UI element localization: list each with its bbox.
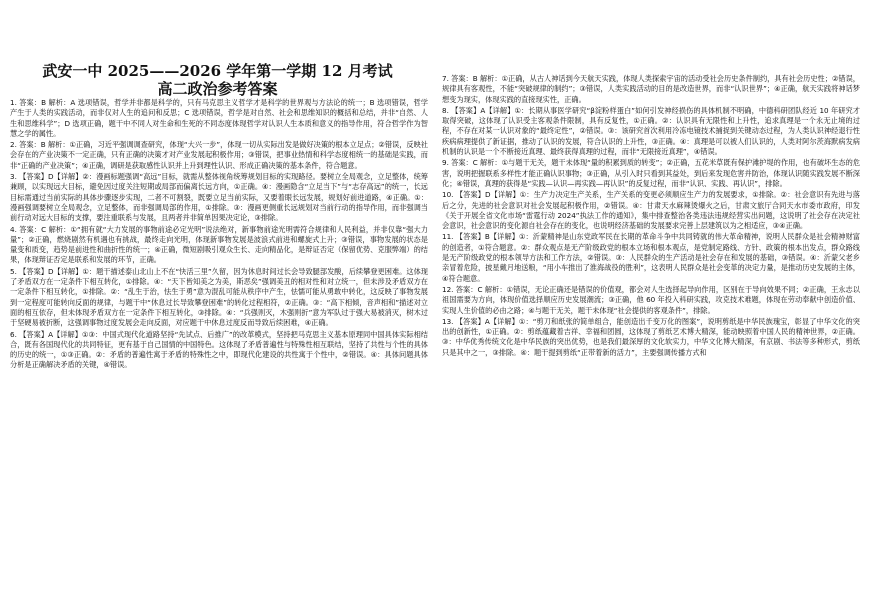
answer-7: 7. 答案：B 解析：①正确，从古人神话到今天航天实践，体现人类探索宇宙的活动受社会历史条件制约，具有社会历史性；②错误，规律具有客观性，不能“突破规律的制约”；③错误，人类实践活动的目的是改造世界，而非“认识世界”；④正确，航天实践将神话梦想变为现实，体现实践的直接现实性，正确。 [442,74,860,104]
answer-10: 10. 【答案】D【详解】①：生产力决定生产关系，生产关系的变更必须顺应生产力的发展要求，①排除。②：社会意识有先进与落后之分，先进的社会意识对社会发展起积极作用，②错误。④：甘肃天水麻辣烫爆火之后，甘肃文旅厅合同天水市委市政府，印发《关于开展全省文化市场“雷霆行动 2024”执法工作的通知》，集中排查整治各类违法违规经营实出问题，这说明了社会存在决定社会意识，社会意识的变化源自社会存在的变化，也说明经济基础的发展要求完善上层建筑以为之相适应，③④正确。 [442,190,860,231]
answer-6: 6. 【答案】A【详解】①③：中国式现代化道路坚持“先试点、后推广”的改革模式，坚持把马克思主义基本原理同中国具体实际相结合，既有各国现代化的共同特征，更有基于自己国情的中国特色。这体现了矛盾普遍性与特殊性相互联结，坚持了共性与个性的具体的历史的统一，①③正确。②：矛盾的普遍性寓于矛盾的特殊性之中，即现代化建设的共性寓于个性中，②错误。④：具体问题具体分析是正确解决矛盾的关键，④错误。 [10,329,428,370]
left-column [10,98,428,372]
answer-5: 5. 【答案】D【详解】①：题干描述泰山北山上不在“快活三里”久留，因为休息时间过长会导致腿部发酸，后续攀登更困难。这体现了矛盾双方在一定条件下相互转化，①排除。④：“天下皆知美之为美，斯恶矣”强调美丑的相对性和对立统一，但未涉及矛盾双方在一定条件下相互转化，①排除。②：“乱生于治，怯生于勇”意为混乱可能从秩序中产生，怯懦可能从勇敢中转化，这反映了事物发展到一定程度可能转向反面的规律，与题干中“休息过长导致攀登困难”的转化过程相符，②正确。③：“高下相倾，音声相和”描述对立面的相互依存，但未体现矛盾双方在一定条件下相互转化，③排除。④：“兵强则灭，木强则折”意为军队过于强大易被消灭，树木过于坚硬易被折断，这强调事物过度发展会走向反面，对应题干中休息过度反而导致后续困难，④正确。 [10,266,428,328]
answer-9: 9. 答案：C 解析：①与题干无关，题干未体现“量的积累到质的转变”；②正确，五花米草既有保护滩护堤的作用，也有破坏生态的危害，说明把握联系多样性才能正确认识事物；③正确，从引入时只看到其益处，到后来发现危害并防治，体现认识随实践发展不断深化；④错误，真理的获得是“实践—认识—再实践—再认识”的反复过程，而非“认识、实践、再认识”，排除。 [442,158,860,188]
answer-4: 4. 答案：C 解析：①“拥有就“大力发展的事物前途必定光明”说法绝对，新事物前途光明需符合规律和人民利益，并非仅靠“强大力量”；②正确，燃烧剧然有机遇也有挑战，最终走向光明，体现新事物发展是波浪式前进和螺旋式上升；③错误，事物发展的状态是量变和质变，趋势是前进性和曲折性的统一；④正确，微短剧吸引观众生长、走向精品化，是辩证否定（保留优势、克服弊端）的结果，体现辩证否定是联系和发展的环节，正确。 [10,224,428,265]
answer-12: 12. 答案：C 解析：①错误，无论正确还是错误的价值观，都会对人生选择起导向作用，区别在于导向效果不同；②正确，王永志以祖国需要为方向，体现价值选择顺应历史发展潮流；③正确，他 60 年投入科研实践，攻克技术难题，体现在劳动奉献中创造价值、实现人生价值的必由之路；④与题干无关，题干未体现“社会提供的客观条件”，排除。 [442,284,860,315]
answer-8: 8. 【答案】A【详解】①：长期从事医学研究“β淀粉样蛋白”如何引发神经损伤的具体机制不明确，中德科研团队经近 10 年研究才取得突破，这体现了认识受主客观条件限制，具有反复性，①正确。②：认识具有无限性和上升性，追求真理是一个永无止境的过程，不存在对某一认识对象的“最终定性”，②错误。③：该研究首次利用冷冻电镜技术捕捉到关键动态过程，为人类认识神经退行性疾病病理提供了新证据，推动了认识的发展，符合认识的上升性，③正确。④：真理是可以被人们认识的，人类对阿尔茨海默病发病机制的认识是一个不断接近真理、最终获得真理的过程，而非“无限接近真理”，④错误。 [442,105,860,157]
right-column [442,74,860,359]
page-subtitle: 高二政治参考答案 [157,80,278,98]
answer-1: 1. 答案：B 解析：A 选项错误，哲学并非都是科学的，只有马克思主义哲学才是科学的世界观与方法论的统一；B 选项错误，哲学产生于人类的实践活动，而非仅对人生的追问和反思；C 选项错误，哲学是对自然、社会和思维知识的概括和总结，并非“自然、人生和思维科学”；D 选项正确，题干中不同人对生命和生死的不同态度体现哲学对认识人生本质和意义的指导作用，符合哲学作为智慧之学的属性。 [10,98,428,138]
answer-13: 13. 【答案】A【详解】①：“剪刀和纸张的简单组合，能创造出千变万化的图案”，说明剪纸是中华民族瑰宝，彰显了中华文化的突出的创新性，①正确。②：剪纸蕴藏着吉祥、幸福和团圆，这体现了剪纸艺术博大精深，能动映照着中国人民的精神世界，②正确。③：中华优秀传统文化是中华民族的突出优势，也是我们最深厚的文化软实力，中华文化博大精深，有京剧、书法等多种形式，剪纸只是其中之一，③排除。④：题干提到剪纸“正带着新的活力”，主要强调传播方式和 [442,316,860,357]
answer-11: 11. 【答案】B【详解】①：沂蒙精神是山东党政军民在长期的革命斗争中共同铸就的伟大革命精神，说明人民群众是社会精神财富的创造者，①符合题意。②：群众观点是无产阶级政党的根本立场和根本观点，是党制定路线、方针、政策的根本出发点，群众路线是无产阶级政党的根本领导方法和工作方法，②错误。③：人民群众的生产活动是社会存在和发展的基础，③错误。④：沂蒙父老乡亲冒着危险，披星戴月地送粮，“用小车推出了淮海战役的胜利”，这表明人民群众是社会变革的决定力量，是推动历史发展的主体，④符合题意。 [442,232,860,283]
exam-header [0,62,435,98]
page-title: 武安一中 2025——2026 学年第一学期 12 月考试 [42,62,393,80]
answer-2: 2. 答案：B 解析：①正确，习近平强调调查研究，体现“大兴一步”，体现一切从实际出发是做好决策的根本立足点；②错误，反映社会存在的产业决策不一定正确，只有正确的决策才对产业发展起积极作用；③错误，把事业热情和科学态度相统一的基础是实践，而非“正确的产业决策”；④正确，调研是获取感性认识并上升到理性认识、形成正确决策的基本条件，符合题意。 [10,140,428,170]
answer-3: 3. 【答案】D【详解】②：漫画标题强调“高远”目标，就需从整体视角统筹规划目标的实现路径。要树立全局观念，立足整体，统筹兼顾，以实现远大目标，避免因过度关注短期或局部而偏离长远方向，①正确。④：漫画隐含“立足当下”与“志存高远”的统一，长远目标需通过当前实际的具体步骤逐步实现，二者不可割裂，既要立足当前实际，又要着眼长远发展，规划好前进道路，④正确。①：漫画强调要树立全局观念，立足整体，而非强调局部的作用，①排除。③：漫画更侧重长远规划对当前行动的指导作用，而非强调当前行动对远大目标的支撑，要注重联系与发展，且两者并非简单因果决定论，③排除。 [10,172,428,223]
